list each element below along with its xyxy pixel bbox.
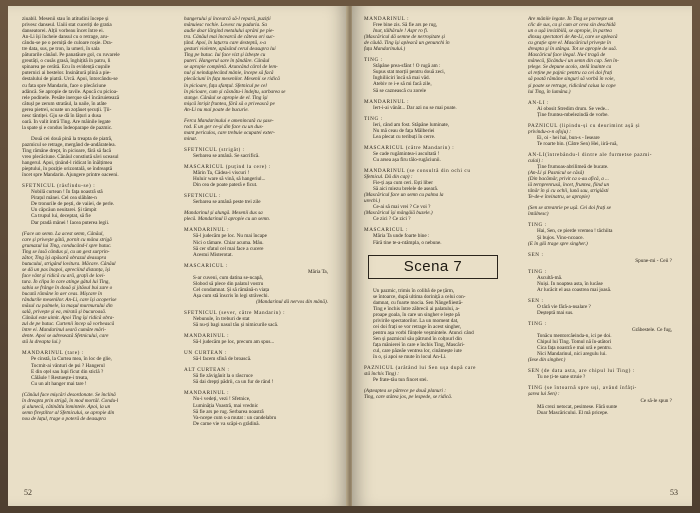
text-line: Să-l facem sfină de broască. [193,356,252,363]
text-line: care și privește gătă, pornit cu mâna strigă [22,236,112,243]
text-line: oară. În valit intră Ting. Are mâinile legate [22,118,111,125]
text-line: spinarea pe cerătă. Ecu în evidență cușnile [22,64,111,71]
text-line: lui Ting, în lumâna.) [528,88,571,95]
text-line: stă la dreapta lui.) [22,339,61,346]
text-line: S-ar cuveni, cum datina se-ncapă, [193,274,264,281]
text-line: Să-l judecăm pe loc. Nu mai încape [193,233,267,240]
text-line: SFETNICUL (sever, către Mandarin) : [184,309,286,316]
text-line: Ce-ai să mai vrei ? Ce voi ? [373,204,431,211]
text-line: cătușl pe zerum stratăul, la naile, în atâte [22,100,107,107]
text-line: Doar Mascăricului. El mă pricepe. [537,409,609,416]
text-line: Nu mă ceau de fața Mălberiei [373,127,435,134]
text-line: Mascăricul face ilegal. Nu-l tragă de [528,52,606,59]
text-line: tra. Cânăul mai încearcă de câteva ori suc- [184,34,275,41]
text-line: Să-l judecăm pe loc, precum am spus... [193,339,275,346]
text-line: un o ușă invizibilă, se apropie, în partea [528,28,612,35]
text-line: Ting se lasă cândus și, cu un gest surprin- [22,248,110,255]
text-line: TING (se întoarnă spre uși, având înfâți- [528,385,637,392]
text-line: minat. [184,135,198,142]
text-line: Huluir ware să vină, să hangeriul... [193,176,266,183]
text-line: hangerului și încearcă să-l repară, puziții [184,16,271,22]
text-line: fața mănierei în care e închis Ting, Mascări- [373,341,465,348]
text-line: MASCARICUL (către Mandarin) : [364,144,455,151]
text-line: proape goala, în care un singher e lește pă [373,311,460,318]
text-line: cându-se pe o perniță de culoare roșie. Dra- [22,40,113,47]
text-line: Mă crezi netocat, pesimese. Fără sunte [537,403,618,410]
text-line: Ar lucăcit el asa coastrea mai joasă. [537,286,612,293]
text-line: SEN : [528,297,544,304]
text-line: Înghiliiciri încă să mai văd. [373,75,430,82]
text-line: și poate se retrage, ridicând caiua la cope [528,82,616,89]
text-line: măsul cu palmele, la mașul murmurului din [22,303,113,310]
text-line: tura. În clipa în care atinge gâtul lui Ting, [22,278,110,285]
text-line: Pe frate-tău tun fincet stei. [373,377,428,384]
text-line: pieptului, în poziție orizontală, se îndreaptă [22,166,113,173]
text-line: Să nu-ți bagi nasul tău și nimicurile sacă. [193,322,279,329]
text-line: (Așteaptea se pătrece pe două planuri : [364,388,446,395]
text-line: MANDARINUL : [364,16,410,22]
text-line: (Mascăricul dă semne de nerroșitate și [364,34,445,41]
text-line: TING : [528,222,547,229]
text-line: Ca trupul lui, deceptat, să fie [31,213,91,220]
text-line: Stăpâne prea-sfânt ! O rugă am : [373,63,441,70]
text-line: Luminăția Voastră, mai vrednic [193,402,259,409]
text-line: gerea pietrei, scoate un zoțăuet șecuții. Ții- [22,106,112,113]
text-line: adâncă. Se apropie de tavile. Apucă cu picioa- [22,88,118,95]
text-line: Dar pradă mânei ! Iacea puterea legii. [31,219,110,226]
text-line: SFETNICUL : [184,193,222,200]
text-line: cul, care păzeăe ventrea lor, cinâmește iute [373,348,462,355]
text-line: Nu-i vedeți, vezi ! Sfetnice, [193,396,251,403]
text-line: Ting rămâne drept, în picioare, fără să facă [22,147,111,154]
text-line: sabia se frânge în două și jităoul bui zare o [22,284,113,291]
text-line: dinsuș spectatori de An-Li, care se apleacă [528,34,618,41]
text-line: Fie-ți așa cum ceri. Ești liber [373,180,433,187]
text-line: Ieri, când am fost. Stăpâne luminate, [373,121,450,128]
text-line: Cica fața noastră e mai urâ e pentru. [537,345,612,352]
text-line: MANDARINUL : [184,333,230,340]
text-line: nou de lațul, trage o poteră de deasupra [22,415,106,422]
text-line: face vânt și ridică cu ară, grații de lovi- [22,272,106,279]
text-line: SEN : [528,251,544,258]
text-line: MASCARICUL : [184,262,228,269]
text-line: clic de sus, ca și cum ar ceva sin deschidă [528,22,616,29]
text-line: Ascultă-mă. [537,274,563,281]
scene-heading: Scena 7 [368,255,498,279]
text-line: grumazul lui Ting, conducând-l spre butuc. [22,242,112,249]
column-3 [364,16,512,471]
page-number-right: 53 [670,488,678,497]
text-line: dreapta și în stânga. Tot se apropie de usă. [528,46,618,53]
text-line: De carne vie va scăpi-n grădină. [193,420,260,427]
text-line: semn fireștiltor al Sfetnicului, se apropie din [22,409,115,416]
text-line: Două cei două pină la treapta de piatră, [31,135,113,142]
text-line: TING : [364,115,383,122]
text-line: TING : [528,321,547,328]
text-line: Serbarea se amână peste trei zile [193,199,261,206]
text-line: ziuabil. Mesenii stau în atitudini începe și [22,16,109,22]
text-line: al reține pe pajnic pentru ca cei doi frați [528,70,613,77]
text-line: Nebunule, în treburi de stat [193,316,250,323]
text-line: damnat, cu foarte mocia. Sen Nângefiiestă- [373,299,463,306]
page-number-left: 52 [24,488,32,497]
text-line: zător, Ting își apăsară obrazul deasupra [22,254,107,261]
text-line: Călăule ! Restuește-i treata, [31,374,89,381]
text-line: Free bine zis. Să fie ars pe rug, [373,22,438,29]
text-line: An-Li își încheie dansul cu o retrage, aru- [22,34,109,41]
text-line: Va-ncepe cum s-a mutat : un candelabru [193,414,277,421]
text-line: MASCARICUL (puțind la cere) : [184,164,271,171]
text-line: Tonăcu mentorcăeinda-n, ici pe doi. [537,333,612,340]
text-line: SEN (de data asta, are chipul lui Ting) : [528,368,635,375]
text-line: rândurile mesenilor. An-Li, care își acoperise [22,297,117,304]
text-line: țând. Apoi, în lațurru care desteptă, s-a [184,40,266,47]
text-line: Să aici miezu brelele de aseară. [373,186,439,193]
text-line: Te-de-e învinatru, se apropie) [528,194,590,201]
text-line: Grăbestele. Ce fug, [631,327,672,334]
text-line: Ai obosit Stredim drum. Se vede... [537,105,609,112]
text-line: Se cade rugămintea-i ascultată ! [373,150,440,157]
text-line: TING : [528,268,547,275]
text-line: Te roarte bin. (Către Sen) Hei, iiră-ruă, [537,140,618,147]
text-line: audie doar lărgind metalului sprâni pe pie- [184,28,275,35]
text-line: Supus stat morții pentru două zeci, [373,69,446,76]
text-line: Ei, oi - hei hai, bun-s - Ieseare [537,134,600,141]
text-line: privirile spectatorilor. La un moment dat, [373,317,459,324]
text-line: în picioare, cum și căsnătu-i îndejtu, sarbarea se [184,88,286,95]
text-line: puternici ai bestelor. Insinătură plină a pie- [22,70,111,77]
text-line: șarea lui Sen) : [528,391,560,398]
text-line: Deșteptă mai sus. [537,309,574,316]
text-line: (Cânăul face mișcări desordonate. Se înclină [22,391,116,398]
text-line: de căulă. Ting își apleacă un genunchi în [364,40,450,47]
text-line: (Face un semn. La acest semn, Cânăul, [22,230,104,237]
text-line: PAZNICUL (lipindu-și cu deurimint așă și [528,122,641,129]
text-line: Atebiv re i-e să mi facă zile, [373,81,432,88]
text-line: Sfetnicul. Dă din cap) : [364,174,413,181]
text-line: An-Li nu mai poate de bucurie. [184,106,249,113]
text-line: (E în glă trage spre singher.) [528,240,588,247]
text-line: Mandarinul și alungă. Mesenii dus sa [184,210,263,217]
text-line: stă închis Ting) : [364,371,400,378]
text-line: rod. E un ger ce-și din face cu un dus- [184,123,264,130]
text-line: cei doi frați se vor retrage în acest singher, [373,323,462,330]
text-line: Ting, care stătea jos, pe lespede, se ridică. [364,394,453,401]
text-line: mânuiesc rochie. Lovesc nu paduria. Sa [184,22,267,29]
text-line: Tocmit-ai vânturi de psi ? Hangerul [31,362,105,369]
text-line: greutăți, o cusăs grasă, înghițită în patru, li [22,58,111,65]
text-line: Ce zici ? Ce zici ? [373,216,411,223]
text-line: Hai, Sen, ce pierde vremea ! tăchiita [537,228,613,235]
text-line: MASCARICUL : [364,227,408,234]
text-line: cu fata spre Mandarin, face o plecăciune [22,82,106,89]
text-line: Ține frumoas-abrilimeă de bucate. [537,164,609,171]
text-line: Cânăul este uimit. Apoi Ting își ridică obra- [22,315,115,322]
text-line: se dă un pas înapoi, apreciind distanța, își [22,266,111,273]
text-line: tre data, sus, pe tron, la umeri, în sala [22,46,100,53]
text-line: vreo plecăciune. Cânăul constiută săvi uceasul [22,154,119,161]
text-line: Mărin Ta, Cădea-i viscuri ! [193,170,250,177]
text-line: Sen și pazmicul său pătrund în colțourl din [373,335,462,342]
text-line: O tărâ vie fără-a-nsalare ? [537,303,591,310]
text-line: Să cer sfatul cel mai face a cucere [193,245,264,252]
text-line: TING : [364,57,383,64]
text-line: întâlnesc) [528,211,549,218]
text-line: MANDARINUL : [184,390,230,397]
text-line: De tronurile de pești, de vaiiei, de perle. [31,201,115,208]
text-line: Tu ne ți-te sane struie ? [537,374,586,381]
text-line: plecă. Mandarinul îi apropie cu un semn. [184,216,270,223]
text-line: (Mascăricul își mângâiă buzele.) [364,210,433,217]
text-line: și alunecă, cătinătlu înmintele. Apoi, la un [22,403,111,410]
text-line: Fără tine te-a-ntâmpla, o nebune. [373,239,442,246]
text-line: pazmicul se retrage, mergând de-andăratelea. [22,141,116,148]
text-line: mișcă înrișit fruntea, fără să o privească pe [184,100,275,107]
text-line: nul și neinduplecând mânie, începe să facă [184,70,274,77]
text-line: Măria Ta, [308,268,328,275]
text-line: nesc tăntiței. Gju se dă în lățuri a dusa [22,112,102,119]
text-line: urechi.) [364,198,381,205]
text-line: puteri. Hangerul sare în țăndăre. Cânăul [184,58,270,65]
text-line: Un pazmic, trimis în colibă de pe țărm, [373,287,455,294]
text-line: Ține fruntea-mbelezindă de vorbe. [537,111,609,118]
text-line: Așa cum stă înscris în legi străvechi. [193,292,269,299]
text-line: AN-LI(întrebându-l dintre ale furmetse pazmi- [528,151,653,158]
text-line: încet spre Mandarin. Ajungere printre oaceeni. [22,172,119,179]
text-line: sală, privește și ea, mirată și bucuroasă. [22,309,107,316]
text-line: Chipul lui Ting. Tomul nă în-atători [537,339,612,346]
text-line: țelege. Se depune acolo, stelă înainte ca [528,64,612,71]
text-line: (Din bacămăr, privit ca s-au afică, a ... [528,176,609,183]
text-line: bucată rămâne în aer ceas. Mișcare în [22,291,103,298]
text-line: fața Mandarinului.) [364,46,406,53]
text-line: Pirațul mânei. Cel cea slăbăte-n [31,195,97,202]
text-line: Un căpcăun neuitarei. Și tâmpit [31,207,97,214]
text-line: Spune-mi - Ceii ? [635,257,672,264]
text-line: (An-Li și Pasnicul se căsâ) [528,170,584,177]
text-line: ALT CURTEAN : [184,367,230,374]
text-line: SFETNICUL (râsfindu-se) : [22,183,96,190]
text-line: stange. Cânăul se apropie de el. Ting își [184,94,268,101]
text-line: butucului, strigând lovitura. Măcare. Cânăul [22,260,116,267]
text-line: (Iese din singher.) [528,357,566,364]
text-line: Să se caznească cu zorele [373,87,426,94]
text-line: în dreapta prin strigă, în mod mortăl. Condu-l [22,397,119,404]
text-line: tânăr în și cu ochii, lună sau, strigiăsti [528,188,609,195]
text-line: Nici o tămare. Chiar acuma. Mâu. [193,239,264,246]
text-line: Cu arsea așa firu tălo-rugăciunii. [373,156,441,163]
text-line: se apropie completă. Aruncând cârnl de lem- [184,64,278,71]
text-line: privindu-o-n ofoju) : [528,128,571,135]
text-line: AN-LI : [528,99,550,106]
text-line: culai) : [528,157,544,164]
text-line: Lea plecat cu teribuți în cerre. [373,133,436,140]
text-line: Ting e închis între zăbrecii ai palatului, a- [373,305,460,312]
text-line: păturarile cânăul. Pe panatăure gol, cu ruvarele [22,52,120,59]
text-line: Nici Mandarinul, nici aregulu lui. [537,351,607,358]
text-line: mânecă, făcându-i un semn din cap. Sen în- [528,58,619,65]
text-line: Cel condamnat. Și să rămână-n viața [193,286,270,293]
text-line: se întoarce, după ultima doriniță a celui con- [373,293,466,300]
text-line: danseatorei. Alții vorbeau încet între ei. [22,28,104,35]
text-line: destalului de piatră. Urcă. Apoi, întorcându-se [22,76,118,83]
text-line: Are mânile legate. În Ting se pornește un [528,16,614,22]
text-line: în o, și apoi se mute în locul An-Li. [373,354,447,361]
text-line: Să fie ars pe rug. Serbarea noastră [193,408,264,415]
text-line: (Sen se streanrie pe ușă. Cei doi frați se [528,205,611,212]
text-line: Inur, tâlhărule ! Aspr ro fi. [373,28,429,35]
text-line: Și bujos. Vino-ncoace. [537,234,584,241]
text-line: Cu un alt hanger mai tare ! [31,380,87,387]
text-line: pentru așa vorbi ființele veșmintele. Atunci când [373,329,474,336]
text-line: MANDARINUL (se consultă din ochi cu [364,167,471,174]
text-line: Ting pe butuc. Iui face vizt și izbește cu [184,52,266,59]
text-line: Să fie zăvigănit la o răscruce [193,373,253,380]
text-line: (Mandarinul dă nervos din mână). [256,298,328,305]
text-line: Iert-i-ai vânăt... Dar azi nu se mai poate. [373,104,457,111]
text-line: Pe cinstă, la Curtea mea, în loc de glie, [31,356,112,363]
text-line: Din cea de poate pateră e ficut. [193,182,258,189]
text-line: MANDARINUL : [364,98,410,105]
text-line: în picioare, fața sfanțul. Sfetnicul pe cel [184,82,267,89]
text-line: dente. Apoi se adresează Sfetnicului, care [22,333,109,340]
line-spacer [364,246,512,251]
text-line: să poată rămâne singuri să vorbă în voie, [528,76,615,83]
text-line: UN CURTEAN : [184,350,227,357]
text-line: plecăciuni în fața mesenilor. Mesenii se ridică [184,76,280,83]
text-line: iă ternprenrusă, încet, fruntea, fiind un [528,182,610,189]
text-line: privesc danseul. Uaiii stat cuceriți de gratia [22,22,112,29]
text-line: mant periculos, care trebuie ocupatei exter- [184,129,275,136]
text-line: Să dai drepți pădrii, ca un fur de rând ! [193,379,274,386]
text-line: Nobilă curtean ! În fața noastră stă [31,189,103,196]
text-line: Acestui Misterotat. [193,251,233,258]
text-line: între ei. Mandarinul seară cumăte mări- [22,327,106,334]
column-4 [528,16,676,471]
column-2 [184,16,332,471]
text-line: Serbarea se amână. Se sacrifică. [193,152,260,159]
text-line: hangerul. Apoi, ținând-l ridicat în înălțimea [22,160,113,167]
text-line: SFETNICUL (strigăt) : [184,146,245,153]
text-line: la spate și e condus îndeoparape de pazmic. [22,124,113,131]
column-1 [22,16,170,471]
text-line: cu grație spre el. Mascăricul privește în [528,40,611,47]
left-page [8,6,348,506]
text-line: MANDARINUL (tare) : [22,350,84,357]
text-line: rele podinele. Pesăte inerque să-l încăruietează [22,94,120,101]
text-line: zul de pe butuc. Curtenii încep să vorbească [22,321,115,328]
text-line: PAZNICUL (arătând lui Sen ușa după care [364,365,477,372]
text-line: Măria Ta unde foarte bine : [373,233,430,240]
text-line: Ce să-le spun ? [640,397,672,404]
text-line: MANDARINUL : [184,227,230,234]
text-line: Nuiși. În noaptea asta, în lucăse [537,280,603,287]
text-line: Slobod să plece din palatul vostru [193,280,264,287]
text-line: Ferca Mandarinului e amenincată cu șase- [184,117,274,124]
text-line: gesturi violente, apăsând cerul deasupra lui [184,46,276,53]
text-line: E din oțel sau lupi ficut din sticlă ? [31,368,104,375]
text-line: (Mascăricul face un semn cu palma la [364,192,444,199]
right-page [352,6,692,506]
